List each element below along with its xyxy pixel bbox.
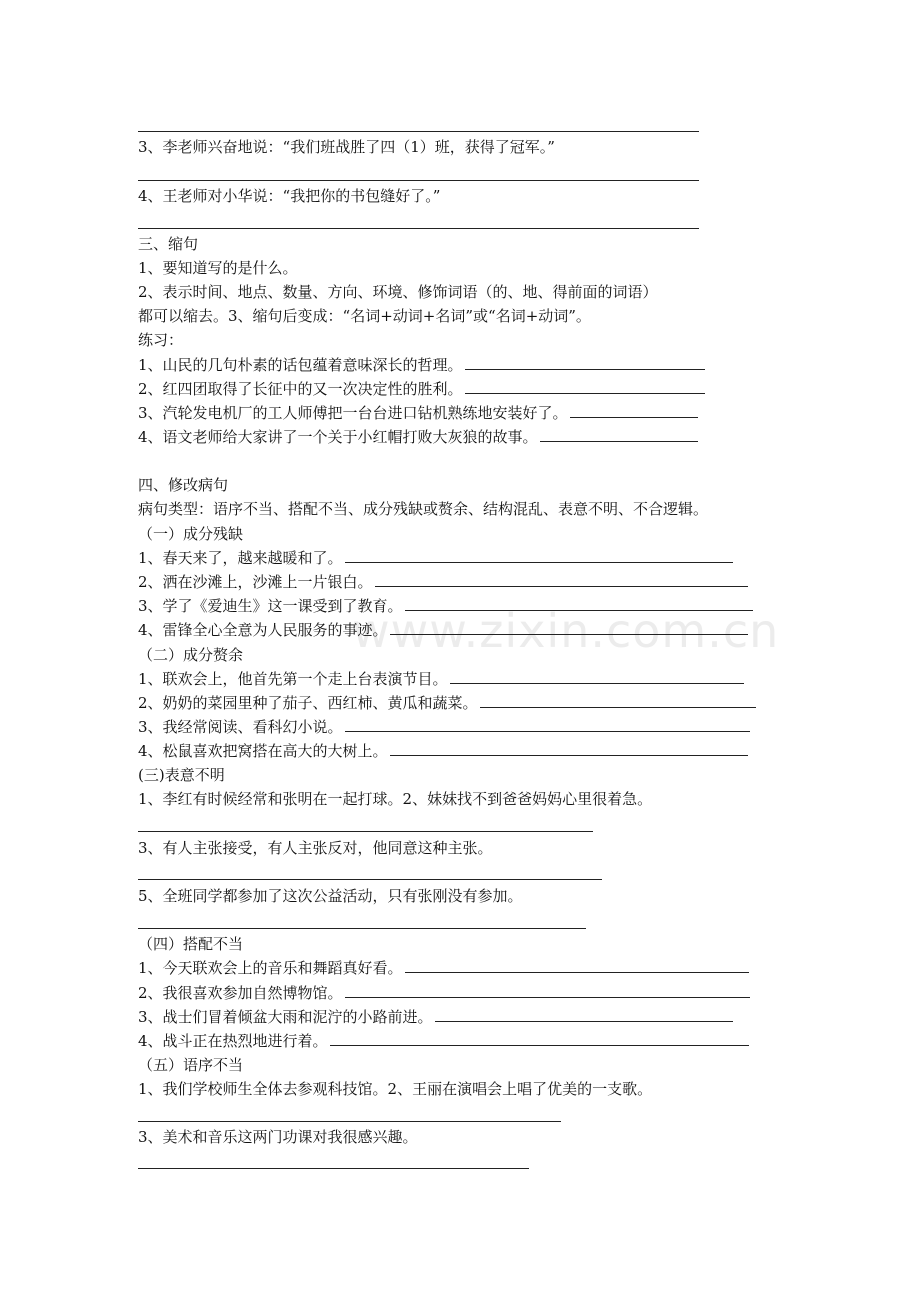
answer-line[interactable] [570, 417, 698, 418]
answer-line[interactable] [405, 972, 749, 973]
answer-line[interactable] [138, 1121, 561, 1122]
answer-line[interactable] [435, 1021, 733, 1022]
answer-line[interactable] [480, 707, 756, 708]
exercise-item: 3、战士们冒着倾盆大雨和泥泞的小路前进。 [138, 1007, 733, 1027]
exercise-item: 1、我们学校师生全体去参观科技馆。2、王丽在演唱会上唱了优美的一支歌。 [138, 1080, 653, 1098]
answer-line[interactable] [138, 928, 586, 929]
rule-2: 2、表示时间、地点、数量、方向、环境、修饰词语（的、地、得前面的词语） [138, 283, 658, 301]
answer-line[interactable] [138, 879, 602, 880]
exercise-item: 1、联欢会上，他首先第一个走上台表演节目。 [138, 669, 744, 689]
sentence-4: 4、王老师对小华说：“我把你的书包缝好了。” [138, 187, 441, 205]
answer-line[interactable] [345, 997, 750, 998]
answer-line[interactable] [465, 393, 705, 394]
exercise-item: 3、我经常阅读、看科幻小说。 [138, 717, 750, 737]
group-title-5: （五）语序不当 [138, 1056, 244, 1074]
exercise-item: 1、春天来了，越来越暖和了。 [138, 548, 733, 568]
exercise-item: 4、语文老师给大家讲了一个关于小红帽打败大灰狼的故事。 [138, 427, 698, 447]
exercise-item: 1、今天联欢会上的音乐和舞蹈真好看。 [138, 958, 749, 978]
exercise-item: 1、李红有时候经常和张明在一起打球。2、妹妹找不到爸爸妈妈心里很着急。 [138, 790, 653, 808]
exercise-item: 4、雷锋全心全意为人民服务的事迹。 [138, 620, 748, 640]
exercise-item: 1、山民的几句朴素的话包蕴着意味深长的哲理。 [138, 355, 705, 375]
answer-line[interactable] [540, 441, 698, 442]
answer-line[interactable] [375, 586, 748, 587]
answer-line[interactable] [330, 1045, 749, 1046]
exercise-item: 2、我很喜欢参加自然博物馆。 [138, 983, 750, 1003]
answer-line[interactable] [450, 683, 744, 684]
group-title-4: （四）搭配不当 [138, 935, 244, 953]
exercise-item: 3、汽轮发电机厂的工人师傅把一台台进口钻机熟练地安装好了。 [138, 403, 698, 423]
group-title-3: (三)表意不明 [138, 766, 225, 784]
exercise-item: 2、红四团取得了长征中的又一次决定性的胜利。 [138, 379, 705, 399]
answer-line[interactable] [138, 180, 699, 181]
answer-line[interactable] [345, 731, 750, 732]
answer-line[interactable] [138, 131, 699, 132]
section-title-4: 四、修改病句 [138, 476, 229, 494]
answer-line[interactable] [390, 634, 748, 635]
rule-3: 都可以缩去。3、缩句后变成：“名词+动词+名词”或“名词+动词”。 [138, 307, 591, 325]
answer-line[interactable] [390, 755, 748, 756]
exercise-item: 3、有人主张接受，有人主张反对，他同意这种主张。 [138, 839, 493, 857]
section-title-3: 三、缩句 [138, 235, 199, 253]
sentence-3: 3、李老师兴奋地说：“我们班战胜了四（1）班，获得了冠军。” [138, 138, 555, 156]
exercise-item: 4、松鼠喜欢把窝搭在高大的大树上。 [138, 741, 748, 761]
answer-line[interactable] [138, 228, 699, 229]
rule-1: 1、要知道写的是什么。 [138, 259, 298, 277]
exercise-item: 3、学了《爱迪生》这一课受到了教育。 [138, 596, 753, 616]
exercise-item: 5、全班同学都参加了这次公益活动，只有张刚没有参加。 [138, 887, 523, 905]
answer-line[interactable] [345, 562, 733, 563]
watermark: www.zixin.com.cn [352, 604, 780, 658]
group-title-2: （二）成分赘余 [138, 646, 244, 664]
answer-line[interactable] [138, 1168, 529, 1169]
answer-line[interactable] [465, 369, 705, 370]
answer-line[interactable] [405, 610, 753, 611]
exercise-item: 4、战斗正在热烈地进行着。 [138, 1031, 749, 1051]
exercise-item: 2、洒在沙滩上，沙滩上一片银白。 [138, 572, 748, 592]
group-title-1: （一）成分残缺 [138, 525, 244, 543]
exercise-item: 3、美术和音乐这两门功课对我很感兴趣。 [138, 1128, 418, 1146]
practice-label: 练习： [138, 331, 184, 349]
error-types: 病句类型：语序不当、搭配不当、成分残缺或赘余、结构混乱、表意不明、不合逻辑。 [138, 500, 709, 518]
answer-line[interactable] [138, 831, 593, 832]
exercise-item: 2、奶奶的菜园里种了茄子、西红柿、黄瓜和蔬菜。 [138, 693, 756, 713]
